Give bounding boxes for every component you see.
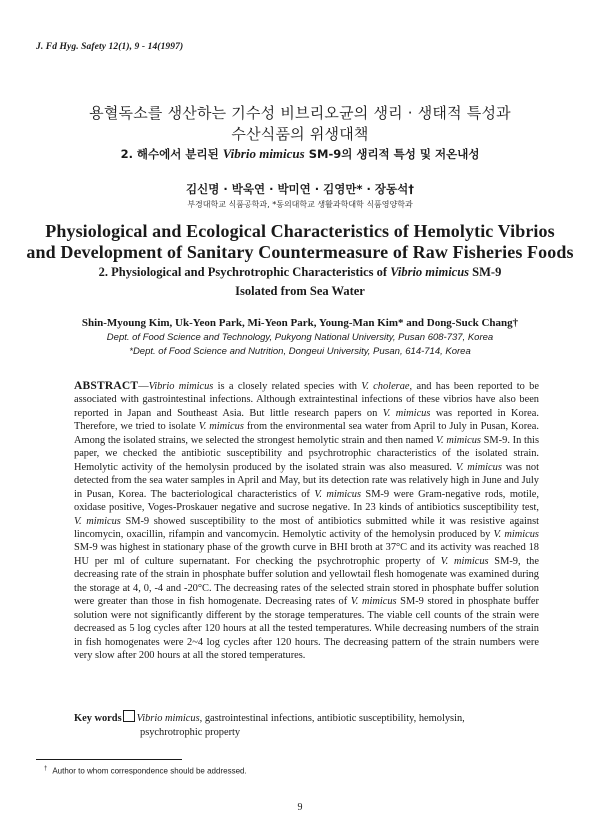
abstract-dash: — (138, 381, 149, 392)
abstract-species-name: V. mimicus (198, 421, 244, 433)
english-subtitle-prefix: 2. Physiological and Psychrotrophic Characteristics of (98, 265, 391, 279)
keywords-label: Key words (74, 713, 122, 724)
page-number: 9 (297, 802, 303, 813)
korean-title-line1: 용혈독소를 생산하는 기수성 비브리오균의 생리 · 생태적 특성과 (89, 104, 511, 122)
korean-subtitle-suffix: SM-9의 생리적 특성 및 저온내성 (304, 147, 480, 161)
abstract-text-run: was not detected from the sea water samples in April and May, but its detection rate was relatively high in June and July in Pusan, Korea. The bacteriological characteristics of (74, 461, 539, 500)
footnote-divider (36, 759, 182, 760)
abstract-text-run: SM-9 were Gram-negative rods, motile, oxidase positive, Voges-Proskauer negative and sucrose negative. In 23 kinds of antibiotics susceptibility test, (74, 488, 539, 514)
abstract-species-name: V. mimicus (350, 596, 397, 608)
abstract-species-name: V. mimicus (436, 434, 481, 446)
footnote-text: Author to whom correspondence should be addressed. (52, 766, 247, 776)
english-subtitle-species: Vibrio mimicus (390, 265, 470, 279)
korean-subtitle-species: Vibrio mimicus (222, 146, 305, 161)
keywords-line1 (74, 710, 544, 726)
english-subtitle-line2: Isolated from Sea Water (235, 284, 365, 298)
journal-citation: J. Fd Hyg. Safety 12(1), 9 - 14(1997) (36, 42, 184, 52)
keywords-box-icon (123, 710, 135, 722)
abstract-body (74, 381, 539, 661)
keywords-rest: , gastrointestinal infections, antibiotic susceptibility, hemolysin, (199, 713, 465, 724)
abstract-text-run: SM-9 stored in phosphate buffer solution were not significantly different by the storage temperatures. The viable cell counts of the strain were decreased as 5 log cycles after 120 hours at all the tested temperatures. While decreasing numbers of the strain in fish homogenates were 2~4 log cycles after 120 hours. The decreasing pattern of the strain numbers were very slow after 200 hours at all the stored temperatures. (74, 596, 539, 662)
abstract-text-run: SM-9 showed susceptibility to the most of antibiotics submitted while it was resistive against lincomycin, oxacillin, rifampin and vancomycin. Hemolytic activity of the hemolysin produced by (74, 515, 540, 540)
footnote (44, 766, 247, 776)
keywords-line2: psychrotrophic property (140, 727, 241, 738)
abstract-text-run: SM-9 was highest in stationary phase of the growth curve in BHI broth at 37°C and its activity was reached 18 HU per ml of culture supernatant. For checking the psychrotrophic property of (74, 542, 539, 567)
korean-subtitle (0, 146, 600, 162)
english-title-line1: Physiological and Ecological Characteristics of Hemolytic Vibrios (45, 221, 555, 241)
abstract-species-name: V. mimicus (314, 488, 361, 500)
english-affiliation-2: *Dept. of Food Science and Nutrition, Dongeui University, Pusan, 614-714, Korea (129, 346, 471, 357)
abstract-text-run: , and has been reported to be associated with gastrointestinal infections. Although extraintestinal infections of these vibrios have also been reported in Japan and Southeast Asia. But little research papers on (74, 381, 539, 419)
footnote-mark: † (44, 766, 48, 772)
english-title-line2: and Development of Sanitary Countermeasure of Raw Fisheries Foods (26, 242, 574, 262)
abstract-species-name: V. mimicus (74, 515, 121, 527)
korean-affiliation: 부경대학교 식품공학과, *동의대학교 생활과학대학 식품영양학과 (187, 200, 413, 209)
english-affiliation-1: Dept. of Food Science and Technology, Pukyong National University, Pusan 608-737, Korea (106, 332, 494, 343)
abstract-species-name: V. mimicus (382, 407, 431, 419)
abstract-text-run: is a closely related species with (213, 381, 362, 392)
abstract-species-name: V. mimicus (440, 555, 489, 567)
english-authors: Shin-Myoung Kim, Uk-Yeon Park, Mi-Yeon Park, Young-Man Kim* and Dong-Suck Chang† (81, 317, 519, 329)
korean-authors: 김신명 · 박욱연 · 박미연 · 김영만* · 장동석† (186, 182, 414, 196)
abstract-species-name: V. mimicus (493, 528, 539, 540)
english-subtitle-line1 (0, 265, 600, 280)
keywords (74, 710, 544, 740)
abstract-text-run: SM-9, the decreasing rate of the strain in phosphate buffer solution and yellowtail flesh homogenate was examined during the storage at 4, 0, -4 and -20°C. The decreasing rates of the selected strain stored in phosphate buffer solution were greater than those in fish homogenate. Decreasing rates of (74, 555, 539, 608)
abstract-text-run: SM-9. In this paper, we checked the antibiotic susceptibility and psychrotrophic characteristics of the isolated strain. Hemolytic activity of the hemolysin produced by the isolated strain was also measured. (74, 434, 539, 473)
abstract-heading: ABSTRACT (74, 380, 139, 392)
korean-title-line2: 수산식품의 위생대책 (231, 125, 369, 143)
abstract-text-run: from the environmental sea water from April to July in Pusan, Korea. Among the isolated strains, we selected the strongest hemolytic strain and then named (74, 421, 540, 446)
abstract (74, 380, 539, 663)
korean-subtitle-prefix: 2. 해수에서 분리된 (120, 147, 223, 161)
abstract-species-name: Vibrio mimicus (148, 381, 214, 392)
abstract-text-run: was reported in Korea. Therefore, we tried to isolate (74, 407, 539, 433)
abstract-species-name: V. cholerae (361, 381, 410, 392)
abstract-species-name: V. mimicus (455, 461, 502, 473)
keywords-species: Vibrio mimicus (136, 713, 200, 724)
english-subtitle-suffix: SM-9 (469, 265, 502, 279)
